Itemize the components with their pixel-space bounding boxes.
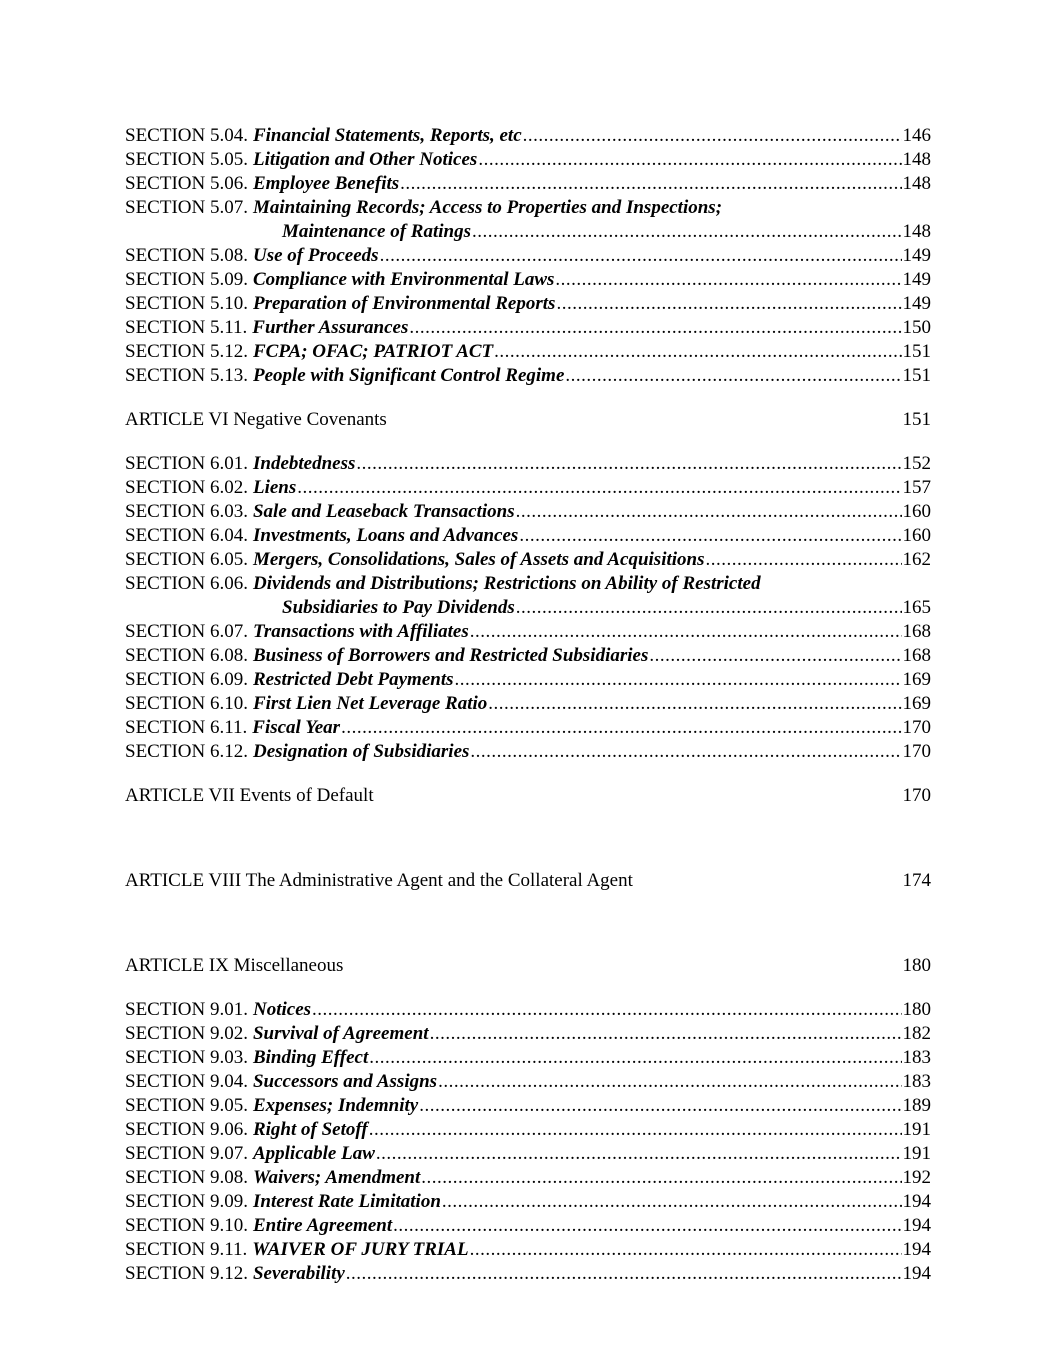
page-number: 183 [902,1047,931,1068]
dot-leader [565,364,901,388]
toc-entry[interactable] [125,668,931,692]
section-title-continued: Maintenance of Ratings [282,221,471,242]
section-number: SECTION 5.04. [125,125,248,146]
page-number: 168 [902,621,931,642]
section-number: SECTION 9.11. [125,1239,248,1260]
section-number: SECTION 6.07. [125,621,248,642]
article-heading[interactable] [125,784,931,808]
dot-leader [555,268,901,292]
page-number: 152 [902,453,931,474]
section-number: SECTION 5.06. [125,173,248,194]
page-number: 182 [902,1023,931,1044]
section-title: Dividends and Distributions; Restrictions on Ability of Restricted [252,573,761,594]
toc-entry[interactable] [125,644,931,668]
dot-leader [488,692,901,716]
section-number: SECTION 9.01. [125,999,248,1020]
page-number: 149 [902,245,931,266]
article-label: ARTICLE VII Events of Default [125,785,374,806]
section-title: Interest Rate Limitation [252,1191,441,1212]
dot-leader [470,740,901,764]
toc-entry[interactable] [125,1142,931,1166]
page-number: 169 [902,669,931,690]
dot-leader [470,1238,902,1262]
section-number: SECTION 6.12. [125,741,248,762]
dot-leader [393,1214,901,1238]
spacer [125,808,931,849]
dot-leader [523,124,902,148]
section-title: Liens [252,477,297,498]
section-number: SECTION 9.03. [125,1047,248,1068]
section-title: Litigation and Other Notices [252,149,478,170]
dot-leader [494,340,901,364]
dot-leader [341,716,901,740]
section-title: Successors and Assigns [252,1071,438,1092]
dot-leader [356,452,901,476]
section-number: SECTION 9.06. [125,1119,248,1140]
section-number: SECTION 5.10. [125,293,248,314]
dot-leader [556,292,901,316]
page-number: 149 [902,269,931,290]
section-title: Entire Agreement [252,1215,393,1236]
section-number: SECTION 6.09. [125,669,248,690]
page-number: 191 [902,1143,931,1164]
page-number: 151 [902,365,931,386]
toc-entry[interactable] [125,998,931,1022]
section-title: Mergers, Consolidations, Sales of Assets and Acquisitions [252,549,705,570]
toc-entry[interactable] [125,1238,931,1262]
section-number: SECTION 9.08. [125,1167,248,1188]
section-number: SECTION 6.11. [125,717,248,738]
section-title: First Lien Net Leverage Ratio [252,693,488,714]
section-title: Maintaining Records; Access to Properties and Inspections; [252,197,723,218]
spacer [125,893,931,934]
article-heading[interactable] [125,869,931,893]
page-number: 183 [902,1071,931,1092]
section-number: SECTION 9.02. [125,1023,248,1044]
article-label: ARTICLE VI Negative Covenants [125,409,387,430]
section-title: Fiscal Year [252,717,341,738]
section-title: Notices [252,999,312,1020]
dot-leader [442,1190,902,1214]
page-number: 149 [902,293,931,314]
dot-leader [516,500,902,524]
dot-leader [346,1262,902,1286]
dot-leader [400,172,901,196]
page-number: 194 [902,1263,931,1284]
dot-leader [297,476,901,500]
toc-entry[interactable] [125,364,931,388]
dot-leader [421,1166,901,1190]
toc-entry[interactable] [125,1214,931,1238]
toc-entry[interactable] [125,1118,931,1142]
section-title: Designation of Subsidiaries [252,741,470,762]
section-number: SECTION 9.07. [125,1143,248,1164]
section-number: SECTION 6.02. [125,477,248,498]
page-number: 191 [902,1119,931,1140]
section-number: SECTION 6.01. [125,453,248,474]
section-number: SECTION 9.05. [125,1095,248,1116]
article-page-number: 170 [902,785,931,806]
page-number: 160 [902,525,931,546]
toc-entry[interactable] [125,1046,931,1070]
toc-entry[interactable] [125,1094,931,1118]
section-number: SECTION 9.09. [125,1191,248,1212]
section-title: Survival of Agreement [252,1023,429,1044]
section-title: Binding Effect [252,1047,369,1068]
section-list [125,124,931,388]
toc-entry[interactable] [125,548,931,572]
dot-leader [470,620,902,644]
section-title: WAIVER OF JURY TRIAL [252,1239,469,1260]
section-number: SECTION 5.13. [125,365,248,386]
toc-entry[interactable] [125,572,931,596]
page-number: 148 [902,149,931,170]
section-title: Investments, Loans and Advances [252,525,519,546]
toc-entry[interactable] [125,1262,931,1286]
section-title: Business of Borrowers and Restricted Subsidiaries [252,645,649,666]
spacer [125,432,931,452]
spacer [125,849,931,869]
section-title: Right of Setoff [252,1119,368,1140]
section-title: Transactions with Affiliates [252,621,469,642]
page-number: 194 [902,1191,931,1212]
section-title: Applicable Law [252,1143,375,1164]
toc-entry[interactable] [125,124,931,148]
dot-leader [409,316,901,340]
toc-entry[interactable] [125,1070,931,1094]
page-number: 170 [902,741,931,762]
article-label: ARTICLE IX Miscellaneous [125,955,344,976]
article-heading[interactable] [125,954,931,978]
toc-entry[interactable] [125,268,931,292]
page-number: 168 [902,645,931,666]
toc-entry[interactable] [125,716,931,740]
page-number: 165 [902,597,931,618]
spacer [125,978,931,998]
dot-leader [430,1022,902,1046]
section-title-continued: Subsidiaries to Pay Dividends [282,597,515,618]
toc-entry[interactable] [125,740,931,764]
dot-leader [380,244,902,268]
dot-leader [312,998,901,1022]
page-number: 148 [902,221,931,242]
toc-entry[interactable] [125,1166,931,1190]
section-number: SECTION 6.04. [125,525,248,546]
section-number: SECTION 6.05. [125,549,248,570]
section-title: Expenses; Indemnity [252,1095,419,1116]
spacer [125,764,931,784]
dot-leader [419,1094,901,1118]
section-title: People with Significant Control Regime [252,365,565,386]
section-number: SECTION 5.08. [125,245,248,266]
toc-entry[interactable] [125,500,931,524]
section-list [125,452,931,764]
toc-entry[interactable] [125,1190,931,1214]
article-page-number: 174 [902,870,931,891]
toc-entry[interactable] [125,292,931,316]
article-page-number: 180 [902,955,931,976]
article-label: ARTICLE VIII The Administrative Agent and the Collateral Agent [125,870,633,891]
page-number: 170 [902,717,931,738]
section-list [125,998,931,1286]
page-number: 160 [902,501,931,522]
toc-entry[interactable] [125,244,931,268]
dot-leader [369,1118,902,1142]
section-title: Further Assurances [252,317,409,338]
section-number: SECTION 6.08. [125,645,248,666]
section-title: Indebtedness [252,453,356,474]
section-title: Restricted Debt Payments [252,669,454,690]
dot-leader [519,524,901,548]
section-number: SECTION 5.12. [125,341,248,362]
page-number: 169 [902,693,931,714]
section-number: SECTION 5.07. [125,197,248,218]
toc-entry[interactable] [125,316,931,340]
page-number: 162 [902,549,931,570]
page-number: 151 [902,341,931,362]
dot-leader [649,644,901,668]
section-title: Preparation of Environmental Reports [252,293,556,314]
article-heading[interactable] [125,408,931,432]
dot-leader [472,220,902,244]
dot-leader [516,596,902,620]
toc-entry-continuation[interactable] [125,220,931,244]
page-number: 194 [902,1239,931,1260]
toc-entry[interactable] [125,340,931,364]
page-number: 157 [902,477,931,498]
dot-leader [478,148,901,172]
section-number: SECTION 9.04. [125,1071,248,1092]
toc-entry[interactable] [125,620,931,644]
article-page-number: 151 [902,409,931,430]
page-number: 194 [902,1215,931,1236]
section-number: SECTION 9.12. [125,1263,248,1284]
toc-entry[interactable] [125,1022,931,1046]
toc-entry[interactable] [125,476,931,500]
section-number: SECTION 6.06. [125,573,248,594]
dot-leader [376,1142,902,1166]
section-number: SECTION 5.05. [125,149,248,170]
section-title: Severability [252,1263,345,1284]
page-number: 150 [902,317,931,338]
section-title: Waivers; Amendment [252,1167,421,1188]
section-title: Sale and Leaseback Transactions [252,501,515,522]
dot-leader [369,1046,901,1070]
section-number: SECTION 5.11. [125,317,248,338]
toc-entry[interactable] [125,196,931,220]
section-number: SECTION 5.09. [125,269,248,290]
section-number: SECTION 6.10. [125,693,248,714]
toc-entry[interactable] [125,524,931,548]
dot-leader [438,1070,901,1094]
page-number: 146 [902,125,931,146]
toc-entry[interactable] [125,148,931,172]
spacer [125,934,931,954]
page-number: 180 [902,999,931,1020]
toc-entry[interactable] [125,692,931,716]
table-of-contents [125,124,931,1286]
section-number: SECTION 9.10. [125,1215,248,1236]
page-number: 148 [902,173,931,194]
page-number: 189 [902,1095,931,1116]
section-title: FCPA; OFAC; PATRIOT ACT [252,341,494,362]
dot-leader [706,548,902,572]
toc-entry[interactable] [125,452,931,476]
section-title: Employee Benefits [252,173,400,194]
page-number: 192 [902,1167,931,1188]
section-title: Compliance with Environmental Laws [252,269,555,290]
toc-entry[interactable] [125,172,931,196]
spacer [125,388,931,408]
section-title: Financial Statements, Reports, etc [252,125,522,146]
section-number: SECTION 6.03. [125,501,248,522]
dot-leader [455,668,902,692]
toc-entry-continuation[interactable] [125,596,931,620]
section-title: Use of Proceeds [252,245,379,266]
